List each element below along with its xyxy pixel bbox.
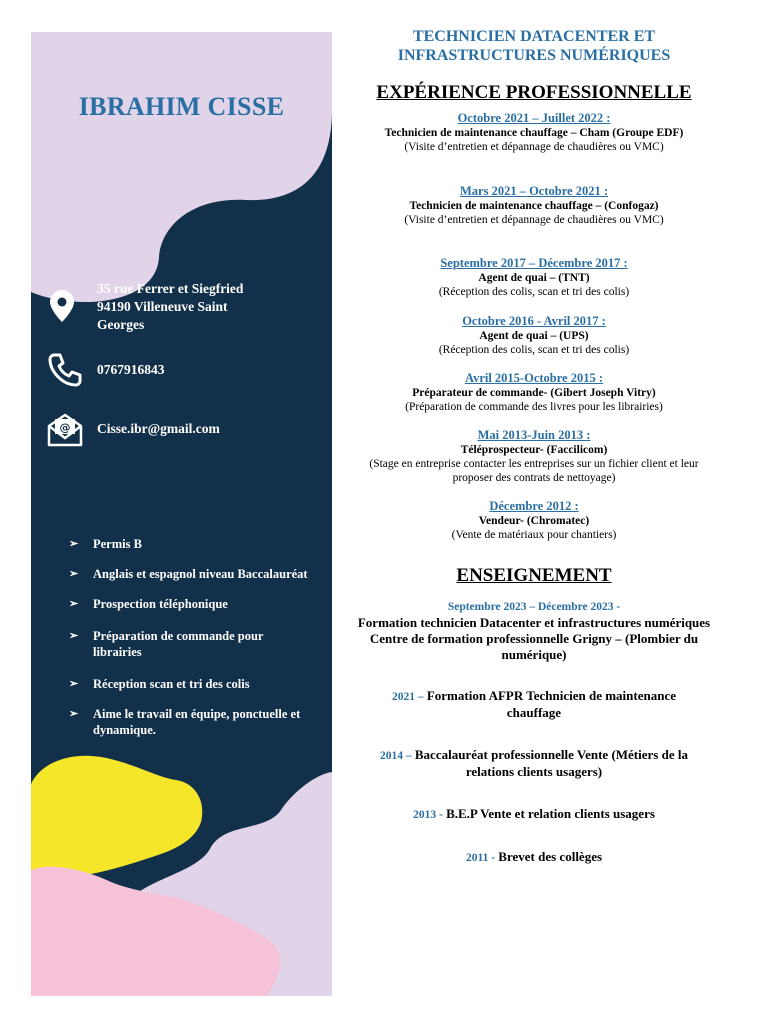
skill-item: ➢ Réception scan et tri des colis <box>69 677 250 691</box>
candidate-name: IBRAHIM CISSE <box>78 92 285 121</box>
education-item: Septembre 2023 – Décembre 2023 - Formation technicien Datacenter et infrastructures numériques Centre de formation professionnelle Grigny – (Plombier du numérique) <box>357 601 711 662</box>
experience-item: Septembre 2017 – Décembre 2017 : Agent de quai – (TNT) (Réception des colis, scan et tri des colis) <box>438 256 630 298</box>
skill-item: ➢ Anglais et espagnol niveau Baccalauréat <box>69 567 308 581</box>
location-pin-icon <box>50 290 74 322</box>
experience-item: Octobre 2016 - Avril 2017 : Agent de quai – (UPS) (Réception des colis, scan et tri des colis) <box>438 314 630 356</box>
arrow-bullet-icon: ➢ <box>69 538 79 550</box>
education-item: 2021 – Formation AFPR Technicien de maintenance chauffage <box>391 688 677 720</box>
address-text: 35 rue Ferrer et Siegfried 94190 Villeneuve Saint Georges <box>97 281 244 332</box>
skill-item: ➢ Aime le travail en équipe, ponctuelle et dynamique. <box>69 707 301 737</box>
experience-item: Mai 2013-Juin 2013 : Téléprospecteur- (Faccilicom) (Stage en entreprise contacter les entreprises sur un fichier client et leur proposer des contrats de nettoyage) <box>369 428 699 484</box>
phone-icon <box>47 352 83 388</box>
sidebar-background <box>31 32 332 996</box>
email-text: Cisse.ibr@gmail.com <box>97 421 220 436</box>
arrow-bullet-icon: ➢ <box>69 678 79 690</box>
experience-item: Avril 2015-Octobre 2015 : Préparateur de commande- (Gibert Joseph Vitry) (Préparation de commande des livres pour les librairies) <box>405 371 663 413</box>
experience-item: Mars 2021 – Octobre 2021 : Technicien de maintenance chauffage – (Confogaz) (Visite d’entretien et dépannage de chaudières ou VMC) <box>404 184 664 226</box>
email-icon <box>46 412 84 448</box>
experience-heading: EXPÉRIENCE PROFESSIONNELLE <box>376 82 692 103</box>
experience-item: Octobre 2021 – Juillet 2022 : Technicien de maintenance chauffage – Cham (Groupe EDF) (Visite d’entretien et dépannage de chaudières ou VMC) <box>384 111 684 153</box>
arrow-bullet-icon: ➢ <box>69 630 79 642</box>
job-title: TECHNICIEN DATACENTER ET INFRASTRUCTURES NUMÉRIQUES <box>397 28 671 64</box>
education-heading: ENSEIGNEMENT <box>456 565 612 586</box>
education-item: 2011 - Brevet des collèges <box>465 849 603 864</box>
education-item: 2013 - B.E.P Vente et relation clients usagers <box>413 806 655 821</box>
phone-text: 0767916843 <box>97 362 165 377</box>
svg-text:@: @ <box>59 421 71 434</box>
arrow-bullet-icon: ➢ <box>69 568 79 580</box>
skills-list <box>69 534 309 738</box>
skill-item: ➢ Permis B <box>69 537 142 551</box>
arrow-bullet-icon: ➢ <box>69 598 79 610</box>
education-item: 2014 – Baccalauréat professionnelle Vente (Métiers de la relations clients usagers) <box>380 747 688 779</box>
skill-item: ➢ Prospection téléphonique <box>69 597 228 611</box>
experience-item: Décembre 2012 : Vendeur- (Chromatec) (Vente de matériaux pour chantiers) <box>451 499 617 541</box>
arrow-bullet-icon: ➢ <box>69 708 79 720</box>
skill-item: ➢ Préparation de commande pour librairies <box>69 629 264 659</box>
sidebar <box>31 32 332 996</box>
